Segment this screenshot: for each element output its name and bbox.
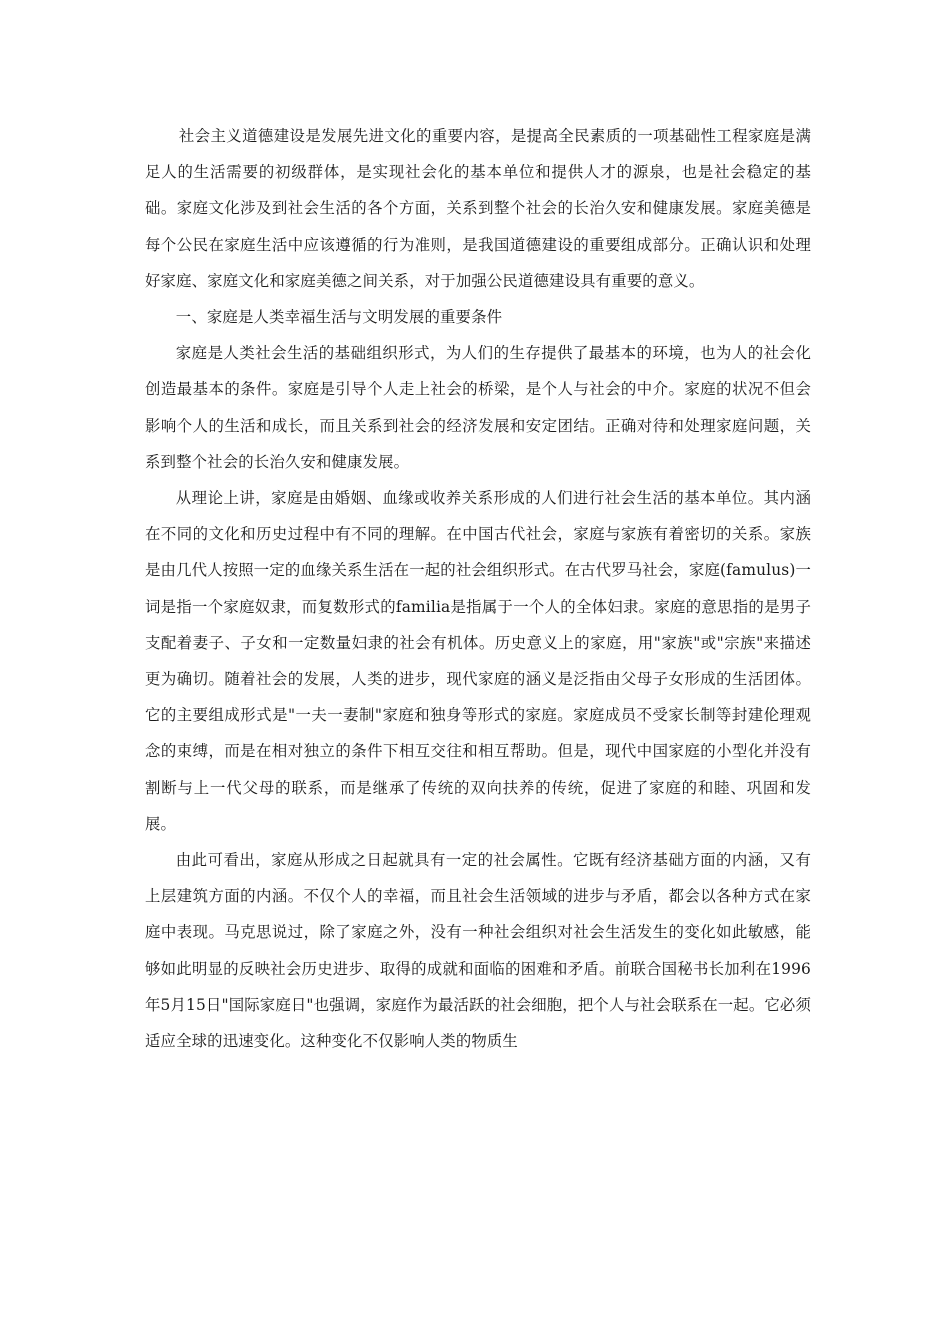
section-heading: 一、家庭是人类幸福生活与文明发展的重要条件 — [175, 308, 503, 327]
paragraph-social-attribute: 由此可看出，家庭从形成之日起就具有一定的社会属性。它既有经济基础方面的内涵，又有上层建筑方面的内涵。不仅个人的幸福，而且社会生活领域的进步与矛盾，都会以各种方式在家庭中表现。马克思说过，除了家庭之外，没有一种社会组织对社会生活发生的变化如此敏感，能够如此明显的反映社会历史进步、取得的成就和面临的困难和矛盾。前联合国秘书长加利在1996年5月15日"国际家庭日"也强调，家庭作为最活跃的社会细胞，把个人与社会联系在一起。它必须适应全球的迅速变化。这种变化不仅影响人类的物质生 — [145, 851, 811, 1051]
paragraph-family-basis: 家庭是人类社会生活的基础组织形式，为人们的生存提供了最基本的环境，也为人的社会化创造最基本的条件。家庭是引导个人走上社会的桥梁，是个人与社会的中介。家庭的状况不但会影响个人的生活和成长，而且关系到社会的经济发展和安定团结。正确对待和处理家庭问题，关系到整个社会的长治久安和健康发展。 — [145, 344, 811, 471]
document-body — [145, 118, 811, 1059]
paragraph-intro: 社会主义道德建设是发展先进文化的重要内容，是提高全民素质的一项基础性工程家庭是满足人的生活需要的初级群体，是实现社会化的基本单位和提供人才的源泉，也是社会稳定的基础。家庭文化涉及到社会生活的各个方面，关系到整个社会的长治久安和健康发展。家庭美德是每个公民在家庭生活中应该遵循的行为准则，是我国道德建设的重要组成部分。正确认识和处理好家庭、家庭文化和家庭美德之间关系，对于加强公民道德建设具有重要的意义。 — [145, 127, 811, 290]
paragraph-family-theory: 从理论上讲，家庭是由婚姻、血缘或收养关系形成的人们进行社会生活的基本单位。其内涵在不同的文化和历史过程中有不同的理解。在中国古代社会，家庭与家族有着密切的关系。家族是由几代人按照一定的血缘关系生活在一起的社会组织形式。在古代罗马社会，家庭(famulus)一词是指一个家庭奴隶，而复数形式的familia是指属于一个人的全体妇隶。家庭的意思指的是男子支配着妻子、子女和一定数量妇隶的社会有机体。历史意义上的家庭，用"家族"或"宗族"来描述更为确切。随着社会的发展，人类的进步，现代家庭的涵义是泛指由父母子女形成的生活团体。它的主要组成形式是"一夫一妻制"家庭和独身等形式的家庭。家庭成员不受家长制等封建伦理观念的束缚，而是在相对独立的条件下相互交往和相互帮助。但是，现代中国家庭的小型化并没有割断与上一代父母的联系，而是继承了传统的双向扶养的传统，促进了家庭的和睦、巩固和发展。 — [145, 489, 812, 833]
